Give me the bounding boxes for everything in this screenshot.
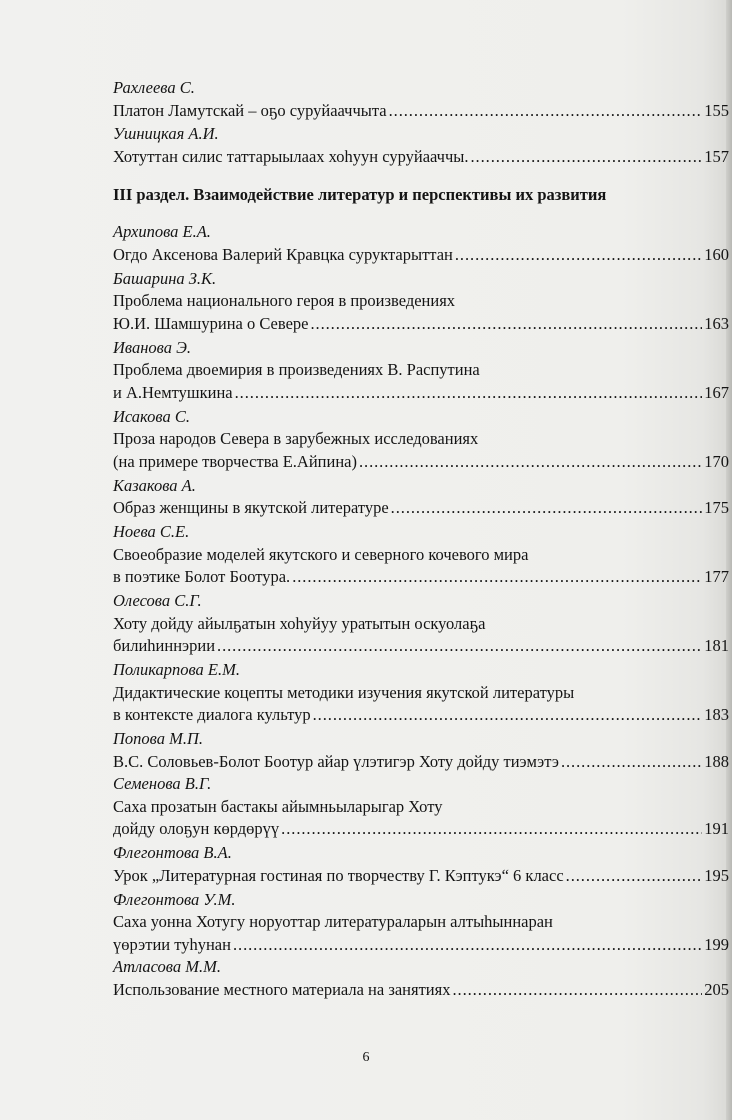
dot-leader	[292, 567, 702, 587]
dot-leader	[281, 819, 702, 839]
entry-author: Ушницкая А.И.	[113, 124, 219, 143]
entry-page-number: 177	[704, 567, 729, 586]
entry-title: үөрэтии туһунан	[113, 934, 231, 954]
entry-title-line: Своеобразие моделей якутского и северного кочевого мира	[113, 544, 529, 564]
toc-entry-title-line[interactable]	[113, 383, 729, 403]
entry-title: билиһиннэрии	[113, 636, 216, 655]
dot-leader	[389, 101, 703, 121]
dot-leader	[313, 705, 703, 725]
entry-title-line: Проблема национального героя в произведениях	[113, 291, 456, 310]
dot-leader	[561, 752, 702, 772]
entry-title: Платон Ламутскай – оҕо суруйааччыта	[113, 100, 387, 120]
toc-entry-title-line[interactable]	[113, 819, 729, 839]
entry-title-line: Саха уонна Хотугу норуоттар литератураларын алтыһыннаран	[113, 912, 553, 931]
entry-page-number: 195	[704, 865, 729, 885]
entry-page-number: 175	[704, 498, 729, 517]
entry-title-line: Проза народов Севера в зарубежных исследованиях	[113, 429, 479, 448]
dot-leader	[566, 866, 703, 886]
dot-leader	[455, 245, 702, 265]
toc-entry-title-line[interactable]	[113, 935, 729, 955]
entry-author: Рахлеева С.	[113, 78, 195, 97]
entry-page-number: 155	[704, 100, 729, 120]
entry-title: в контексте диалога культур	[113, 705, 311, 724]
dot-leader	[310, 314, 702, 334]
entry-title: Использование местного материала на занятиях	[113, 979, 451, 999]
entry-title: Урок „Литературная гостиная по творчеству Г. Кэптукэ“ 6 класс	[113, 865, 564, 885]
entry-page-number: 199	[704, 934, 729, 954]
entry-title: дойду олоҕун көрдөрүү	[113, 819, 280, 838]
toc-entry-title-line[interactable]	[113, 636, 729, 656]
entry-title: Образ женщины в якутской литературе	[113, 498, 389, 517]
section-heading: III раздел. Взаимодействие литератур и перспективы их развития	[113, 185, 607, 204]
entry-author: Исакова С.	[113, 406, 190, 426]
entry-page-number: 188	[704, 751, 729, 771]
entry-page-number: 157	[704, 146, 729, 166]
entry-title: Огдо Аксенова Валерий Кравцка суруктарыттан	[113, 244, 453, 264]
entry-author: Поликарпова Е.М.	[113, 660, 241, 679]
toc-entry-title-line[interactable]	[113, 452, 729, 472]
entry-title-line: Дидактические коцепты методики изучения якутской литературы	[113, 682, 575, 702]
entry-title: Ю.И. Шамшурина о Севере	[113, 313, 309, 333]
toc-entry-title-line[interactable]	[113, 866, 729, 886]
entry-author: Попова М.П.	[113, 729, 204, 748]
entry-page-number: 167	[704, 382, 729, 402]
entry-author: Казакова А.	[113, 475, 196, 495]
entry-title: Хотуттан силис таттарыылаах хоһуун суруйааччы.	[113, 146, 469, 166]
entry-page-number: 205	[704, 979, 729, 999]
entry-title-line: Хоту дойду айылҕатын хоһуйуу уратытын оскуолаҕа	[113, 613, 486, 633]
toc-entry-title-line[interactable]	[113, 752, 729, 772]
toc-entry-title-line[interactable]	[113, 705, 729, 725]
entry-author: Флегонтова В.А.	[113, 843, 232, 862]
toc-entry-title-line[interactable]	[113, 980, 729, 1000]
entry-author: Олесова С.Г.	[113, 591, 202, 610]
entry-title: В.С. Соловьев-Болот Боотур айар үлэтигэр Хоту дойду тиэмэтэ	[113, 751, 559, 771]
toc-entry-title-line[interactable]	[113, 101, 729, 121]
toc-entry-title-line[interactable]	[113, 314, 729, 334]
entry-author: Семенова В.Г.	[113, 774, 212, 793]
entry-page-number: 183	[704, 705, 729, 724]
entry-title-line: Саха прозатын бастакы айымньыларыгар Хоту	[113, 796, 443, 816]
entry-author: Атласова М.М.	[113, 957, 221, 976]
dot-leader	[391, 498, 703, 518]
dot-leader	[452, 980, 702, 1000]
entry-page-number: 181	[704, 636, 729, 655]
toc-entry-title-line[interactable]	[113, 245, 729, 265]
entry-author: Башарина З.К.	[113, 268, 217, 288]
entry-page-number: 191	[704, 819, 729, 838]
entry-title: (на примере творчества Е.Айпина)	[113, 451, 357, 471]
entry-author: Архипова Е.А.	[113, 222, 211, 241]
toc-entry-title-line[interactable]	[113, 498, 729, 518]
entry-author: Флегонтова У.М.	[113, 889, 236, 909]
toc-entry-title-line[interactable]	[113, 567, 729, 587]
entry-author: Иванова Э.	[113, 337, 192, 357]
dot-leader	[359, 452, 702, 472]
entry-page-number: 163	[704, 313, 729, 333]
dot-leader	[471, 147, 703, 167]
entry-title-line: Проблема двоемирия в произведениях В. Распутина	[113, 360, 480, 379]
dot-leader	[217, 636, 702, 656]
page-number: 6	[362, 1050, 370, 1065]
dot-leader	[233, 935, 702, 955]
entry-author: Ноева С.Е.	[113, 522, 190, 541]
entry-page-number: 170	[704, 451, 729, 471]
dot-leader	[235, 383, 703, 403]
entry-title: в поэтике Болот Боотура.	[113, 567, 291, 586]
entry-page-number: 160	[704, 244, 729, 264]
toc-entry-title-line[interactable]	[113, 147, 729, 167]
entry-title: и А.Немтушкина	[113, 382, 233, 402]
